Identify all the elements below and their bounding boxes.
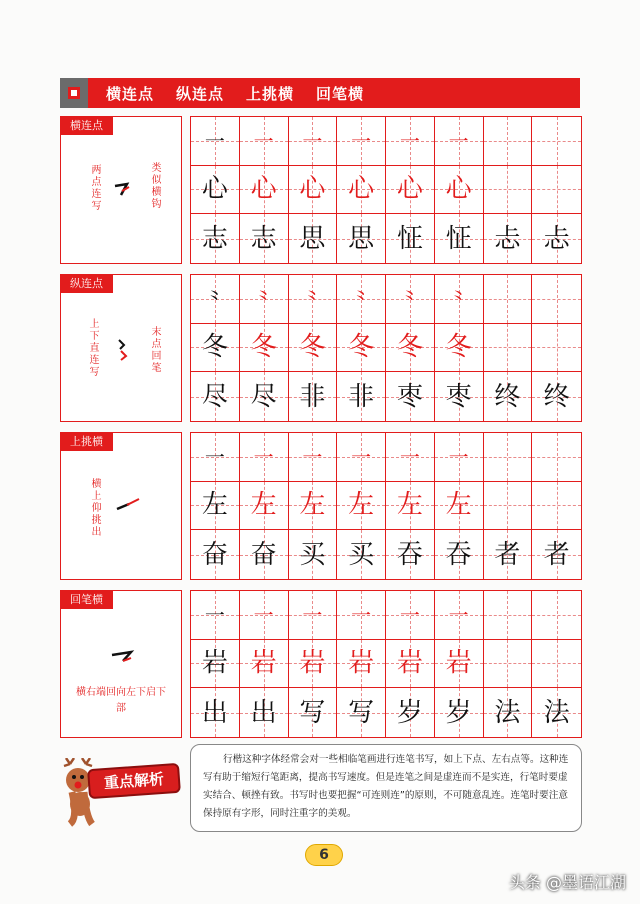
grid-cell [484,117,533,166]
section-header-bar [60,78,580,108]
grid-cell: 左 [289,482,338,531]
grid-cell: 出 [240,688,289,737]
grid-cell: 法 [532,688,581,737]
grid-cell: 冬 [435,324,484,373]
grid-cell [532,166,581,215]
grid-cell: 一 [337,117,386,166]
grid-cell: 枣 [386,372,435,421]
grid-cell: 一 [337,433,386,482]
grid-cell: 奋 [191,530,240,579]
intro-panel [60,590,182,738]
grid-cell: 心 [191,166,240,215]
grid-cell: 一 [435,117,484,166]
grid-cell: 左 [240,482,289,531]
grid-cell: 一 [240,591,289,640]
grid-cell: ⺀ [386,275,435,324]
grid-cell: 心 [435,166,484,215]
grid-cell: 一 [191,117,240,166]
grid-cell: 者 [484,530,533,579]
header-title: 回笔横 [316,84,365,103]
grid-cell: 尽 [240,372,289,421]
grid-cell: 左 [386,482,435,531]
grid-cell: 心 [386,166,435,215]
practice-grid [190,432,582,580]
right-note: 类似横钩 [151,163,162,210]
intro-panel [60,432,182,580]
grid-cell: 一 [435,433,484,482]
grid-cell: 冬 [191,324,240,373]
grid-cell: 志 [240,214,289,263]
grid-cell: 左 [337,482,386,531]
grid-cell: 一 [289,433,338,482]
grid-cell [532,275,581,324]
grid-cell: 奋 [240,530,289,579]
grid-cell: 岩 [435,640,484,689]
header-title: 上挑横 [246,84,295,103]
practice-section-1 [60,116,582,264]
practice-section-4 [60,590,582,738]
grid-cell: 尽 [191,372,240,421]
grid-cell: 岩 [289,640,338,689]
grid-cell: 吞 [435,530,484,579]
grid-cell: ⺀ [191,275,240,324]
header-logo-icon [60,78,88,108]
grid-cell: 非 [337,372,386,421]
stroke-demo-icon [115,495,143,518]
grid-cell: 岩 [386,640,435,689]
stroke-caption: 横右端回向左下启下部 [76,687,166,714]
grid-cell: ⺀ [289,275,338,324]
grid-cell: 一 [289,591,338,640]
stroke-demo-icon [109,647,139,672]
grid-cell: 终 [532,372,581,421]
practice-section-3 [60,432,582,580]
grid-cell: 一 [191,591,240,640]
grid-cell [484,591,533,640]
header-titles [106,83,364,104]
grid-cell: 岩 [240,640,289,689]
grid-cell: ⺀ [240,275,289,324]
grid-cell: 一 [386,117,435,166]
practice-section-2 [60,274,582,422]
grid-cell: 岁 [386,688,435,737]
grid-cell: 法 [484,688,533,737]
grid-cell [532,324,581,373]
grid-cell: 一 [386,591,435,640]
watermark: 头条 @墨语江湖 [508,873,626,892]
grid-cell: 非 [289,372,338,421]
grid-cell: 冬 [386,324,435,373]
intro-panel [60,116,182,264]
grid-cell: 怔 [386,214,435,263]
key-points-label: 重点解析 [87,763,181,799]
section-tag: 回笔横 [60,590,113,609]
grid-cell: 冬 [337,324,386,373]
grid-cell: 者 [532,530,581,579]
left-note: 横上仰挑出 [91,479,102,538]
grid-cell: 写 [289,688,338,737]
grid-cell: 枣 [435,372,484,421]
grid-cell [484,324,533,373]
grid-cell: 思 [337,214,386,263]
grid-cell [532,482,581,531]
grid-cell: 左 [435,482,484,531]
right-note: 末点回笔 [151,327,162,374]
header-title: 横连点 [106,84,155,103]
grid-cell: 一 [435,591,484,640]
key-points-badge [58,748,182,836]
grid-cell: 一 [289,117,338,166]
grid-cell: 左 [191,482,240,531]
grid-cell: 心 [240,166,289,215]
grid-cell: 买 [289,530,338,579]
section-tag: 横连点 [60,116,113,135]
grid-cell: 一 [386,433,435,482]
grid-cell [484,275,533,324]
grid-cell: 冬 [240,324,289,373]
grid-cell: 志 [191,214,240,263]
grid-cell: 终 [484,372,533,421]
key-points-text: 行楷这种字体经常会对一些相临笔画进行连笔书写，如上下点、左右点等。这种连写有助于缩短行笔距离，提高书写速度。但是连笔之间是虚连而不是实连，行笔时要虚实结合、顿挫有致。书写时也要把握“可连则连”的原则，不可随意乱连。连笔时要注意保持原有字形，同时注重字的美观。 [190,744,582,832]
grid-cell: ⺀ [435,275,484,324]
left-note: 两点连写 [91,165,102,212]
grid-cell [484,482,533,531]
grid-cell: 岩 [337,640,386,689]
grid-cell: 一 [191,433,240,482]
grid-cell: 出 [191,688,240,737]
grid-cell: 一 [337,591,386,640]
grid-cell: 心 [337,166,386,215]
grid-cell: ⺀ [337,275,386,324]
grid-cell: 岁 [435,688,484,737]
grid-cell: 岩 [191,640,240,689]
stroke-demo-icon [115,337,131,368]
grid-cell [484,640,533,689]
grid-cell [484,433,533,482]
grid-cell [532,640,581,689]
grid-cell: 冬 [289,324,338,373]
grid-cell: 忐 [484,214,533,263]
section-tag: 纵连点 [60,274,113,293]
grid-cell: 写 [337,688,386,737]
grid-cell [532,117,581,166]
intro-panel [60,274,182,422]
grid-cell: 忐 [532,214,581,263]
practice-grid [190,590,582,738]
grid-cell: 思 [289,214,338,263]
page-number: 6 [305,844,343,866]
practice-grid [190,116,582,264]
grid-cell [484,166,533,215]
stroke-demo-icon [113,181,135,204]
grid-cell [532,433,581,482]
practice-grid [190,274,582,422]
grid-cell: 吞 [386,530,435,579]
grid-cell: 怔 [435,214,484,263]
grid-cell: 一 [240,433,289,482]
header-title: 纵连点 [176,84,225,103]
left-note: 上下直连写 [89,319,100,378]
grid-cell: 一 [240,117,289,166]
grid-cell: 心 [289,166,338,215]
grid-cell [532,591,581,640]
section-tag: 上挑横 [60,432,113,451]
grid-cell: 买 [337,530,386,579]
